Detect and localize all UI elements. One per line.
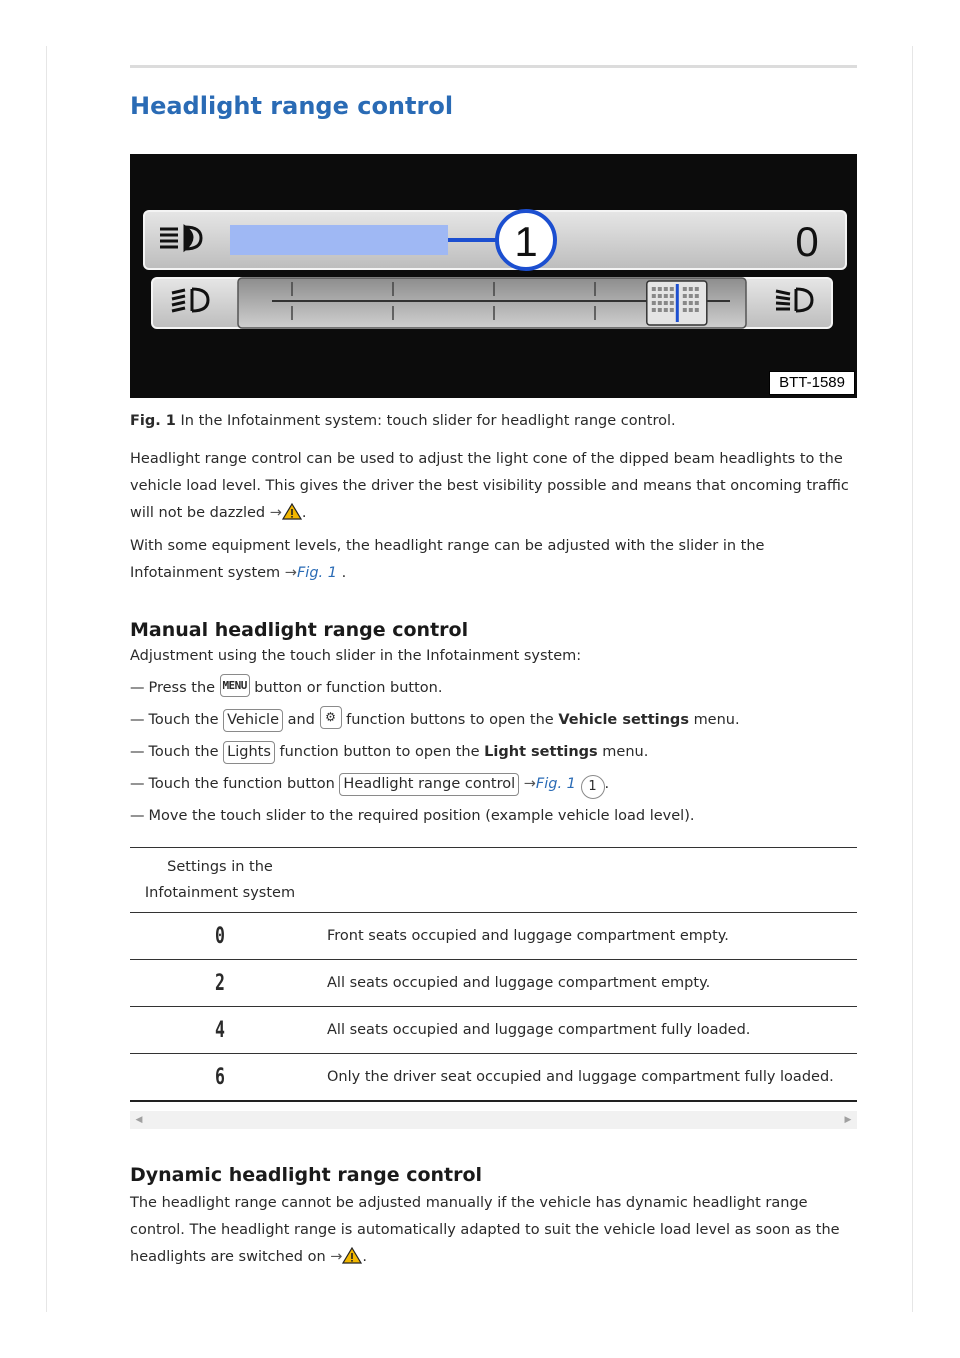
- arrow-icon: →: [284, 565, 297, 581]
- dash: —: [130, 744, 145, 760]
- dynamic-paragraph: [130, 1190, 857, 1271]
- settings-table: [130, 847, 857, 1102]
- step-5: [130, 800, 857, 832]
- period: .: [604, 776, 610, 792]
- fig-link[interactable]: Fig. 1: [535, 776, 576, 792]
- manual-heading: Manual headlight range control: [130, 619, 469, 641]
- dash: —: [130, 712, 145, 728]
- intro-text: Headlight range control can be used to adjust the light cone of the dipped beam headlights to the vehicle load level. This gives the driver the best visibility possible and means that oncoming traffic will not be dazzled: [130, 451, 849, 521]
- arrow-icon: →: [330, 1249, 343, 1265]
- arrow-icon: →: [269, 505, 282, 521]
- step-1: [130, 672, 857, 704]
- table-header-blank: [310, 848, 857, 913]
- content: [130, 68, 857, 1271]
- step-text: Touch the: [148, 712, 219, 728]
- headlight-range-control-button[interactable]: Headlight range control: [339, 773, 519, 796]
- dynamic-text: The headlight range cannot be adjusted manually if the vehicle has dynamic headlight range control. The headlight range is automatically adapted to suit the vehicle load level as soon as the headlights are switched on: [130, 1195, 840, 1265]
- scroll-right-icon[interactable]: ▶: [844, 1115, 852, 1125]
- equipment-text: With some equipment levels, the headlight range can be adjusted with the slider in the Infotainment system: [130, 538, 765, 581]
- range-highlight: [230, 225, 448, 255]
- step-text: Touch the: [148, 744, 219, 760]
- warning-triangle-icon[interactable]: [342, 1247, 362, 1264]
- top-value: 0: [795, 218, 819, 265]
- table-row: [130, 913, 857, 960]
- table-row: [130, 960, 857, 1007]
- caption-number: Fig. 1: [130, 413, 176, 429]
- period: .: [362, 1249, 368, 1265]
- step-4: [130, 768, 857, 800]
- table-row: [130, 1007, 857, 1054]
- car-settings-icon: ⚙: [325, 710, 336, 724]
- manual-intro: Adjustment using the touch slider in the Infotainment system:: [130, 648, 582, 664]
- step-text: menu.: [602, 744, 649, 760]
- callout-number: 1: [514, 218, 538, 265]
- setting-value: 4: [153, 1007, 288, 1054]
- dash: —: [130, 680, 145, 696]
- setting-value: 6: [153, 1054, 288, 1102]
- period: .: [301, 505, 307, 521]
- table-scrollbar[interactable]: [130, 1111, 857, 1129]
- lights-button[interactable]: Lights: [223, 741, 275, 764]
- step-text: menu.: [693, 712, 740, 728]
- step-text: function button to open the: [279, 744, 480, 760]
- setting-value: 2: [153, 960, 288, 1007]
- table-header-row: [130, 848, 857, 913]
- setting-desc: All seats occupied and luggage compartment fully loaded.: [310, 1007, 857, 1054]
- warning-triangle-icon[interactable]: [282, 503, 302, 520]
- caption-text: In the Infotainment system: touch slider for headlight range control.: [180, 413, 676, 429]
- step-text: function buttons to open the: [346, 712, 554, 728]
- car-settings-button[interactable]: [320, 706, 342, 729]
- step-2: [130, 704, 857, 736]
- setting-desc: Only the driver seat occupied and luggage compartment fully loaded.: [310, 1054, 857, 1102]
- fig-link[interactable]: Fig. 1: [296, 565, 337, 581]
- menu-button[interactable]: MENU: [220, 674, 250, 697]
- vehicle-settings-label: Vehicle settings: [558, 712, 689, 728]
- scroll-left-icon[interactable]: ◀: [135, 1115, 143, 1125]
- intro-paragraph: [130, 446, 857, 527]
- step-text: Move the touch slider to the required position (example vehicle load level).: [148, 808, 695, 824]
- figure-caption: [130, 408, 857, 435]
- table-row: [130, 1054, 857, 1102]
- table-header: Settings in the Infotainment system: [130, 848, 310, 913]
- page-margin-left: [46, 46, 47, 1312]
- step-text: Press the: [148, 680, 216, 696]
- setting-desc: All seats occupied and luggage compartment empty.: [310, 960, 857, 1007]
- figure-label: BTT-1589: [769, 371, 855, 395]
- dash: —: [130, 808, 145, 824]
- period: .: [341, 565, 347, 581]
- step-text: button or function button.: [254, 680, 443, 696]
- setting-desc: Front seats occupied and luggage compartment empty.: [310, 913, 857, 960]
- step-text: Touch the function button: [148, 776, 335, 792]
- equipment-paragraph: [130, 533, 857, 587]
- page-margin-right: [912, 46, 913, 1312]
- slider-thumb[interactable]: [647, 281, 707, 325]
- figure-infotainment: [130, 154, 857, 398]
- setting-value: 0: [153, 913, 288, 960]
- step-list: [130, 672, 857, 832]
- slider-illustration: [130, 154, 857, 398]
- callout-ref: 1: [581, 775, 605, 799]
- step-text: and: [287, 712, 315, 728]
- vehicle-button[interactable]: Vehicle: [223, 709, 283, 732]
- light-settings-label: Light settings: [484, 744, 598, 760]
- dynamic-heading: Dynamic headlight range control: [130, 1164, 483, 1186]
- arrow-icon: →: [523, 776, 536, 792]
- dash: —: [130, 776, 145, 792]
- page-title: Headlight range control: [130, 92, 454, 120]
- step-3: [130, 736, 857, 768]
